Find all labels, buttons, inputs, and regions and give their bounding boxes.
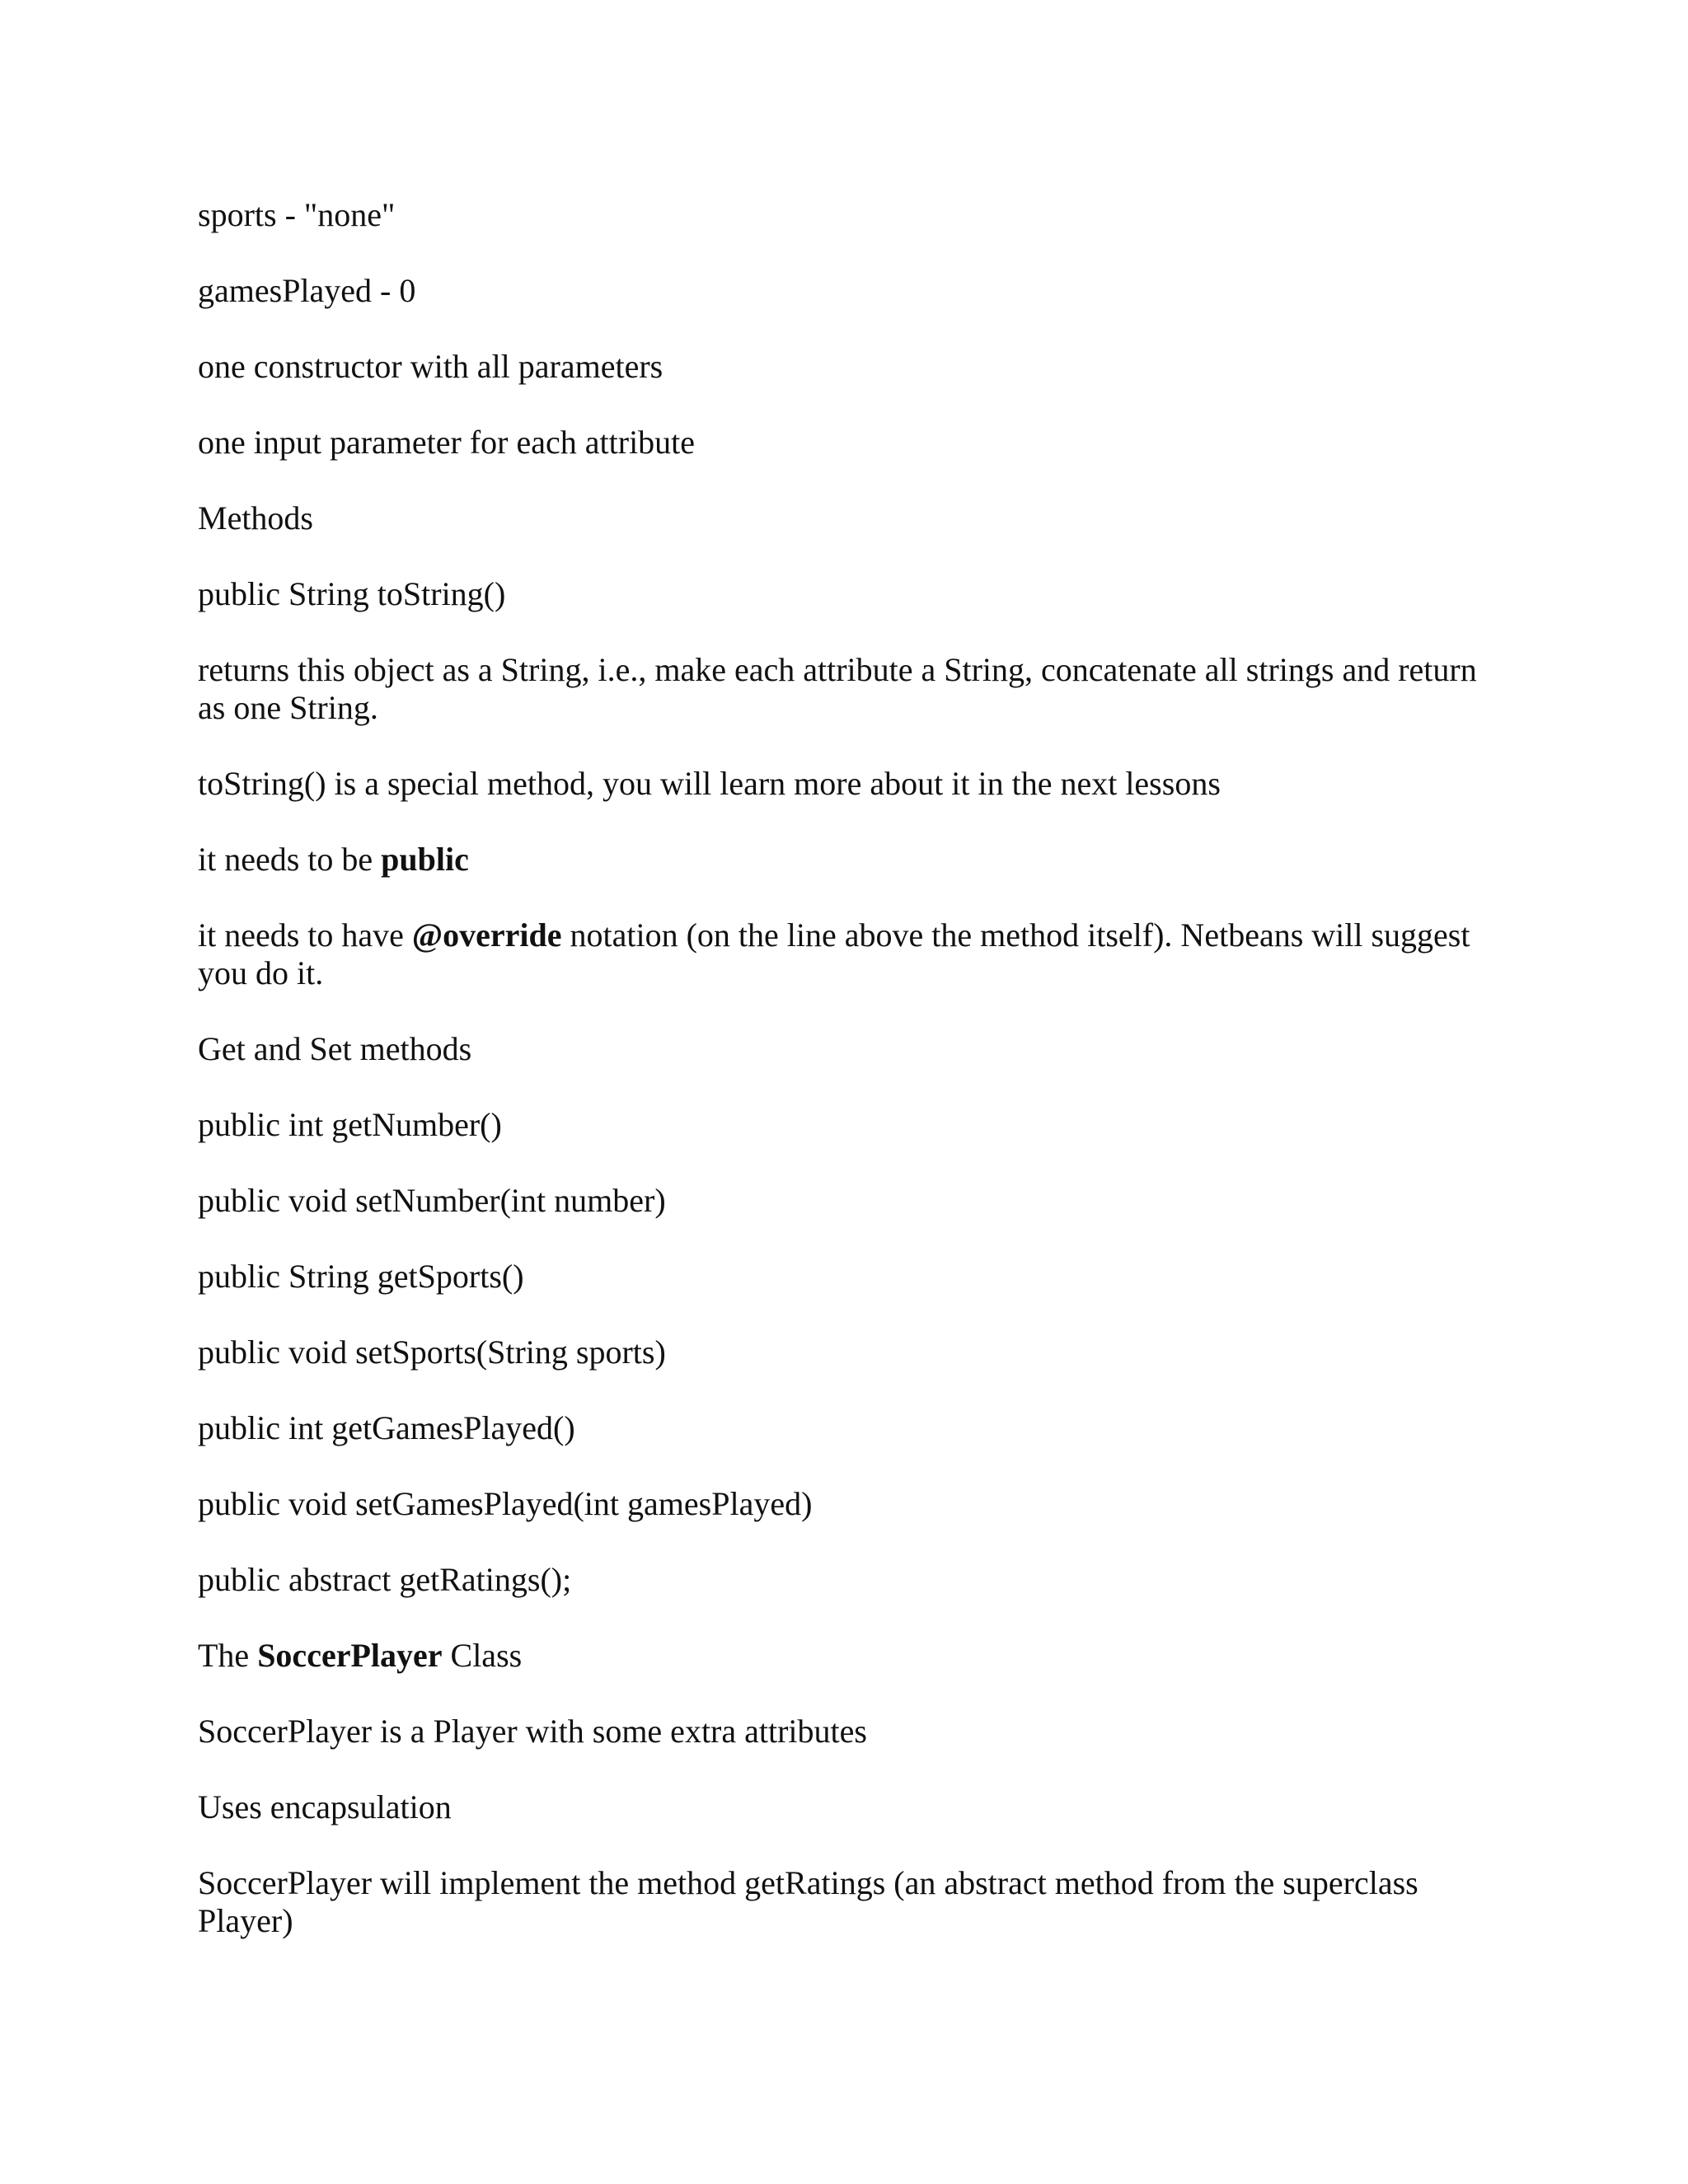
text-segment: returns this object as a String, i.e., make each attribute a String, concatenate all strings and return as one String. <box>198 651 1477 726</box>
text-segment: public void setGamesPlayed(int gamesPlayed) <box>198 1485 813 1522</box>
text-segment: gamesPlayed - 0 <box>198 272 416 309</box>
paragraph-tostring-special <box>198 765 1508 803</box>
text-segment: toString() is a special method, you will learn more about it in the next lessons <box>198 765 1221 802</box>
text-segment: public String getSports() <box>198 1258 524 1295</box>
text-segment: notation (on the line above the method itself). Netbeans will suggest you do it. <box>198 916 1470 991</box>
text-segment: Get and Set methods <box>198 1030 472 1067</box>
text-segment: public String toString() <box>198 575 506 612</box>
text-segment: one constructor with all parameters <box>198 348 663 385</box>
text-segment: public void setNumber(int number) <box>198 1182 666 1219</box>
text-segment: it needs to be <box>198 841 382 878</box>
text-segment: public int getNumber() <box>198 1106 502 1143</box>
paragraph-gamesplayed-default <box>198 272 1508 310</box>
paragraph-override-requirement <box>198 916 1508 992</box>
paragraph-getratings-abstract <box>198 1561 1508 1599</box>
paragraph-methods-heading <box>198 499 1508 537</box>
paragraph-input-parameter <box>198 424 1508 462</box>
paragraph-public-requirement <box>198 841 1508 879</box>
bold-keyword-public: public <box>381 841 469 878</box>
paragraph-setnumber <box>198 1182 1508 1220</box>
paragraph-encapsulation <box>198 1788 1508 1826</box>
text-segment: SoccerPlayer is a Player with some extra attributes <box>198 1713 867 1750</box>
paragraph-getnumber <box>198 1106 1508 1144</box>
text-segment: SoccerPlayer will implement the method getRatings (an abstract method from the superclass Player) <box>198 1864 1418 1939</box>
bold-class-name-soccerplayer: SoccerPlayer <box>257 1637 443 1674</box>
paragraph-tostring-signature <box>198 575 1508 613</box>
text-segment: The <box>198 1637 258 1674</box>
text-segment: Uses encapsulation <box>198 1788 452 1825</box>
bold-keyword-override: @override <box>411 916 562 954</box>
paragraph-getgamesplayed <box>198 1409 1508 1447</box>
text-segment: it needs to have <box>198 916 412 954</box>
paragraph-get-set-heading <box>198 1030 1508 1068</box>
paragraph-setgamesplayed <box>198 1485 1508 1523</box>
text-segment: public abstract getRatings(); <box>198 1561 572 1598</box>
paragraph-constructor <box>198 348 1508 386</box>
text-segment: sports - "none" <box>198 196 396 233</box>
document-body <box>198 196 1508 1978</box>
text-segment: one input parameter for each attribute <box>198 424 696 461</box>
paragraph-setsports <box>198 1333 1508 1371</box>
text-segment: public int getGamesPlayed() <box>198 1409 575 1446</box>
paragraph-implements-getratings <box>198 1864 1508 1940</box>
text-segment: Methods <box>198 499 313 537</box>
paragraph-soccerplayer-heading <box>198 1637 1508 1675</box>
text-segment: public void setSports(String sports) <box>198 1333 666 1371</box>
paragraph-tostring-description <box>198 651 1508 727</box>
paragraph-soccerplayer-is-player <box>198 1713 1508 1750</box>
paragraph-sports-default <box>198 196 1508 234</box>
text-segment: Class <box>442 1637 523 1674</box>
paragraph-getsports <box>198 1258 1508 1296</box>
